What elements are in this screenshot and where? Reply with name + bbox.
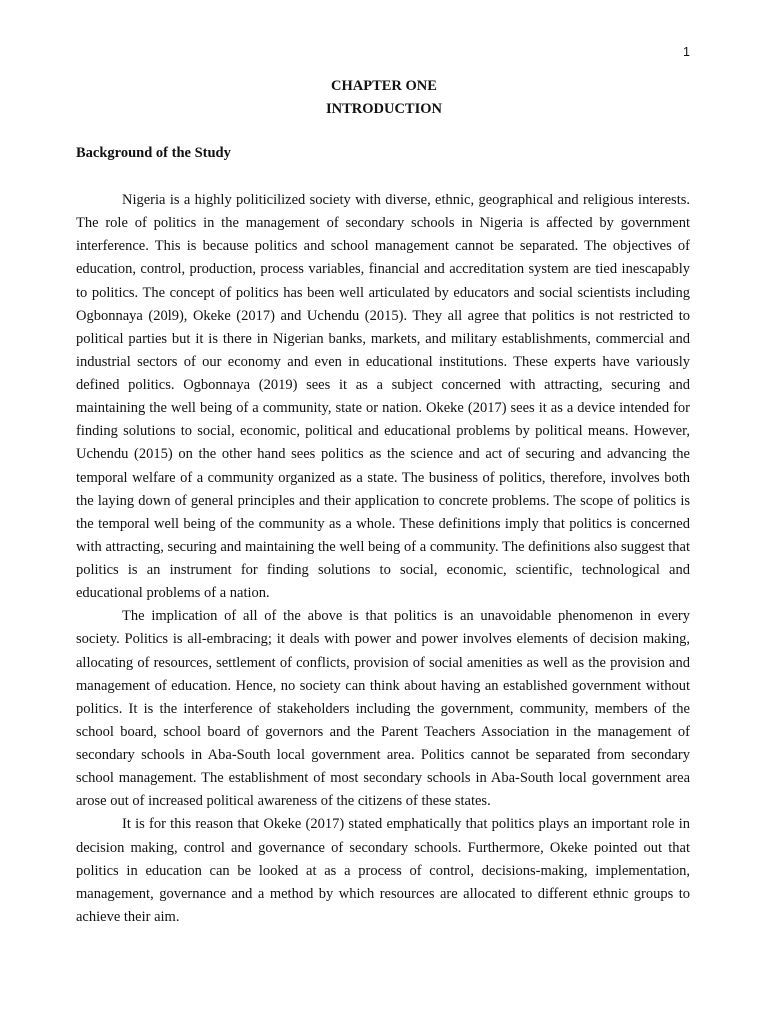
section-heading: Background of the Study [76, 145, 231, 161]
chapter-subtitle: INTRODUCTION [325, 101, 442, 117]
chapter-heading [0, 75, 768, 121]
paragraph: It is for this reason that Okeke (2017) stated emphatically that politics plays an important role in decision making, control and governance of secondary schools. Furthermore, Okeke pointed out that politics in education can be looked at as a process of control, decisions-making, implementation, management, governance and a method by which resources are allocated to different ethnic groups to achieve their aim. [76, 816, 690, 925]
page-number: 1 [683, 45, 690, 59]
chapter-title: CHAPTER ONE [331, 78, 437, 94]
paragraph: Nigeria is a highly politicilized society with diverse, ethnic, geographical and religious interests. The role of politics in the management of secondary schools in Nigeria is affected by government interference. This is because politics and school management cannot be separated. The objectives of education, control, production, process variables, financial and accreditation system are tied inescapably to politics. The concept of politics has been well articulated by educators and social scientists including Ogbonnaya (20l9), Okeke (2017) and Uchendu (2015). They all agree that politics is not restricted to political parties but it is there in Nigerian banks, markets, and military establishments, commercial and industrial sectors of our economy and even in educational institutions. These experts have variously defined politics. Ogbonnaya (2019) sees it as a subject concerned with attracting, securing and maintaining the well being of a community, state or nation. Okeke (2017) sees it as a device intended for finding solutions to social, economic, political and educational problems by political means. However, Uchendu (2015) on the other hand sees politics as the science and act of securing and advancing the temporal welfare of a community organized as a state. The business of politics, therefore, involves both the laying down of general principles and their application to concrete problems. The scope of politics is the temporal well being of the community as a whole. These definitions imply that politics is concerned with attracting, securing and maintaining the well being of a community. The definitions also suggest that politics is an instrument for finding solutions to social, economic, scientific, technological and educational problems of a nation. [76, 192, 690, 602]
body-text [76, 189, 690, 929]
paragraph: The implication of all of the above is that politics is an unavoidable phenomenon in every society. Politics is all-embracing; it deals with power and power involves elements of decision making, allocating of resources, settlement of conflicts, provision of social amenities as well as the provision and management of education. Hence, no society can think about having an established government without politics. It is the interference of stakeholders including the government, community, members of the school board, school board of governors and the Parent Teachers Association in the management of secondary schools in Aba-South local government area. Politics cannot be separated from secondary school management. The establishment of most secondary schools in Aba-South local government area arose out of increased political awareness of the citizens of these states. [76, 608, 690, 810]
